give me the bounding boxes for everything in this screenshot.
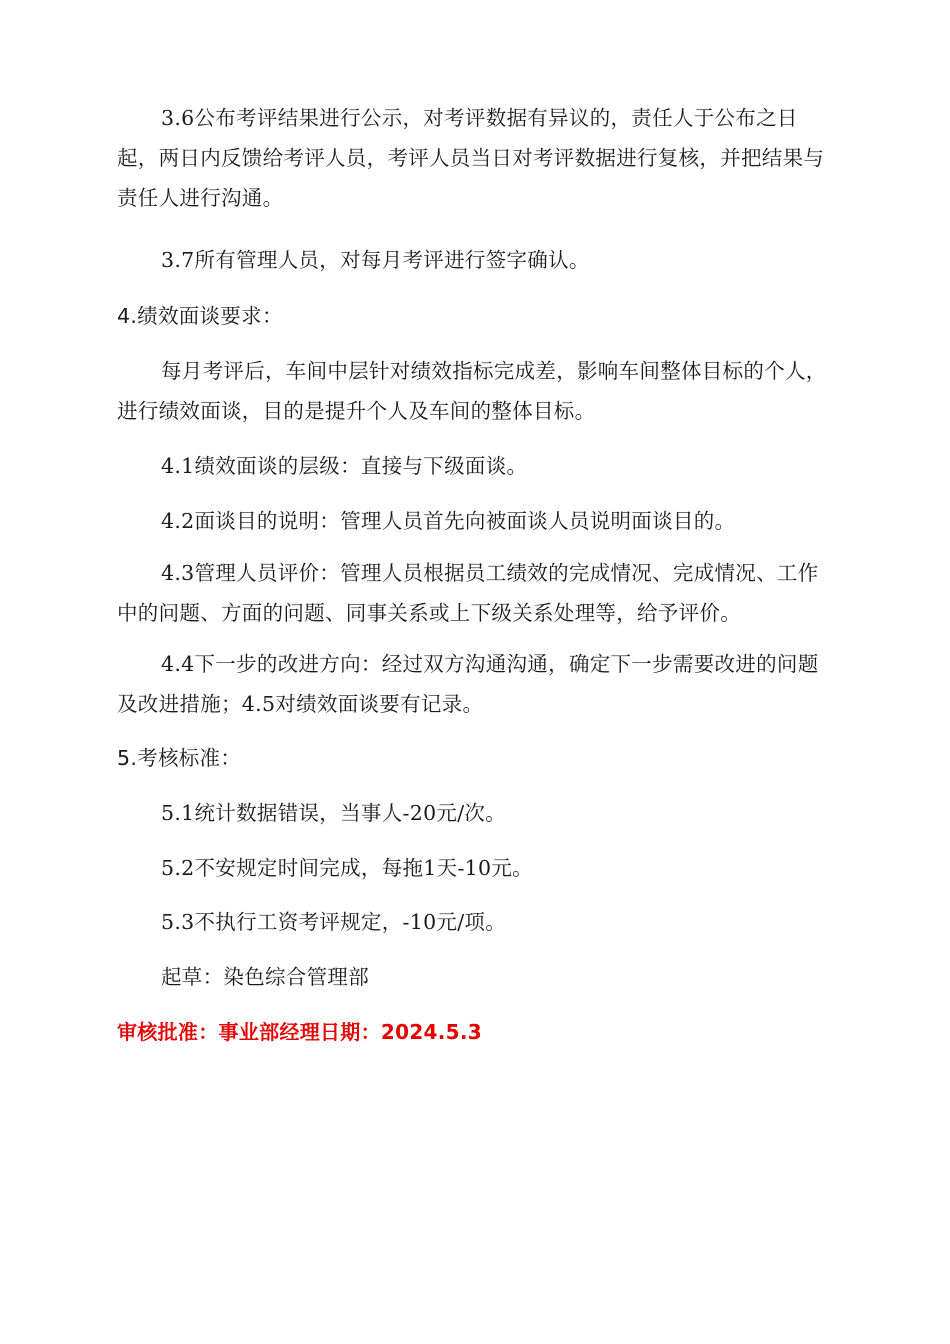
- paragraph-4-1: 4.1绩效面谈的层级：直接与下级面谈。: [161, 454, 528, 478]
- paragraph-4-intro: 每月考评后，车间中层针对绩效指标完成差，影响车间整体目标的个人，进行绩效面谈，目的是提升个人及车间的整体目标。: [117, 359, 827, 423]
- paragraph-4-2: 4.2面谈目的说明：管理人员首先向被面谈人员说明面谈目的。: [161, 509, 736, 533]
- paragraph-5-2: 5.2不安规定时间完成，每拖1天-10元。: [161, 856, 533, 880]
- paragraph-4-3: 4.3管理人员评价：管理人员根据员工绩效的完成情况、完成情况、工作中的问题、方面的问题、同事关系或上下级关系处理等，给予评价。: [117, 561, 819, 625]
- heading-5: 5.考核标准：: [117, 746, 242, 770]
- paragraph-5-1: 5.1统计数据错误，当事人-20元/次。: [161, 801, 507, 825]
- approval-line: 审核批准：事业部经理日期：2024.5.3: [117, 1020, 482, 1044]
- heading-4: 4.绩效面谈要求：: [117, 304, 283, 328]
- paragraph-4-4: 4.4下一步的改进方向：经过双方沟通沟通，确定下一步需要改进的问题及改进措施；4.5对绩效面谈要有记录。: [117, 652, 819, 716]
- paragraph-5-3: 5.3不执行工资考评规定，-10元/项。: [161, 910, 507, 934]
- drafter-line: 起草：染色综合管理部: [161, 965, 369, 989]
- paragraph-3-6: 3.6公布考评结果进行公示，对考评数据有异议的，责任人于公布之日起，两日内反馈给考评人员，考评人员当日对考评数据进行复核，并把结果与责任人进行沟通。: [117, 106, 825, 210]
- paragraph-3-7: 3.7所有管理人员，对每月考评进行签字确认。: [161, 248, 590, 272]
